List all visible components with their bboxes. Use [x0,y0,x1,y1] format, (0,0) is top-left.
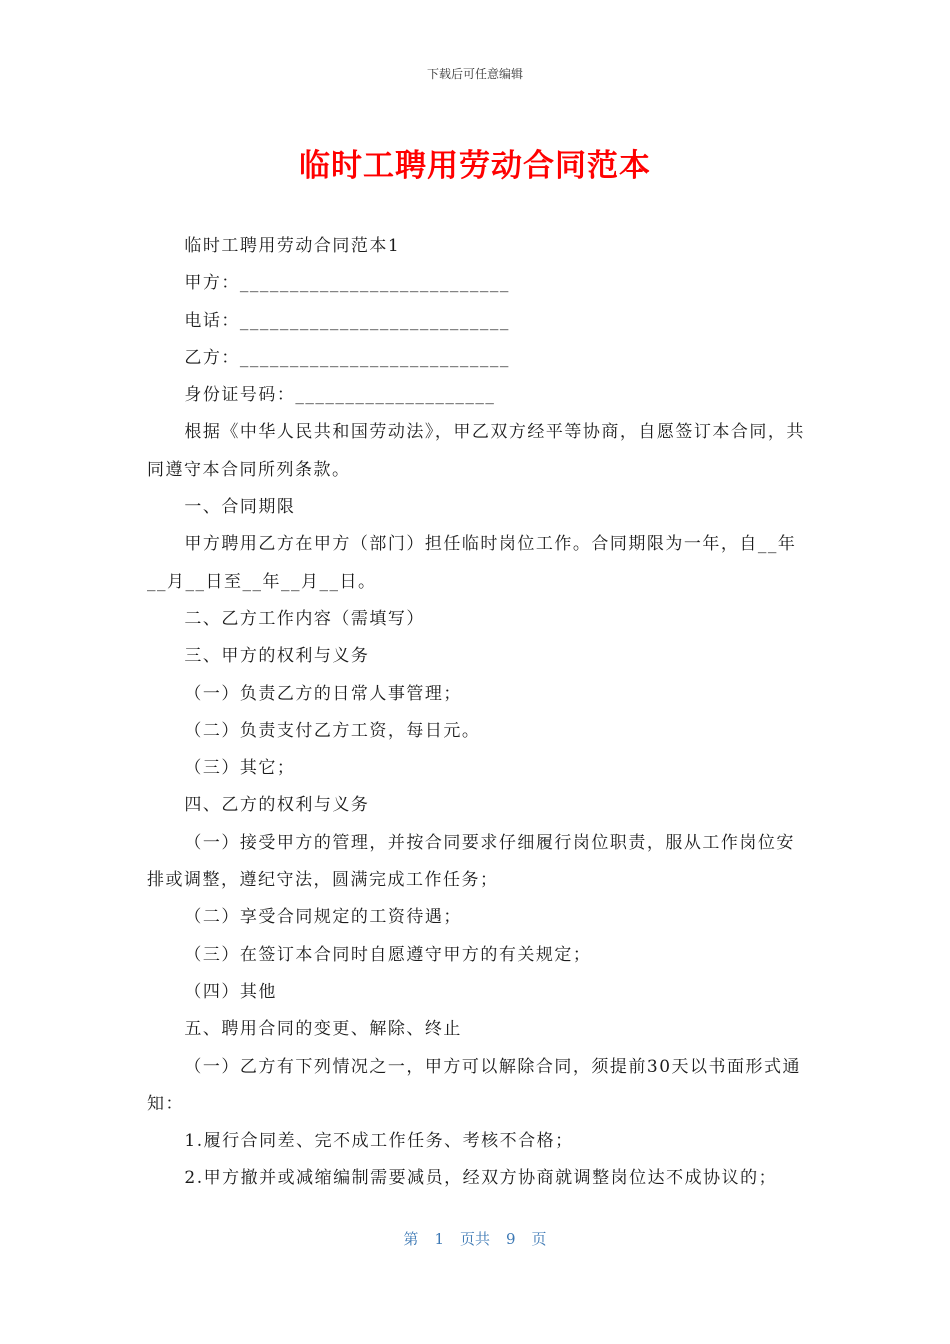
footer-total-label: 页共 [459,1230,490,1248]
list-item: （三）其它； [184,758,296,779]
section-heading-work-content: 二、乙方工作内容（需填写） [184,608,425,629]
list-item: （一）接受甲方的管理，并按合同要求仔细履行岗位职责，服从工作岗位安排或调整，遵纪守法，圆满完成工作任务； [147,832,795,891]
paragraph-term: 甲方聘用乙方在甲方（部门）担任临时岗位工作。合同期限为一年，自__年__月__日至__年__月__日。 [147,534,797,592]
list-item: （一）负责乙方的日常人事管理； [184,683,462,704]
list-item: 2.甲方撤并或减缩编制需要减员，经双方协商就调整岗位达不成协议的； [184,1168,778,1189]
paragraph-subtitle: 临时工聘用劳动合同范本1 [184,236,401,256]
field-phone: 电话：___________________________ [184,310,510,331]
field-id-number: 身份证号码：____________________ [184,385,496,406]
section-heading-party-b-rights: 四、乙方的权利与义务 [184,795,370,816]
footer-page-number: 1 [434,1230,444,1248]
section-heading-party-a-rights: 三、甲方的权利与义务 [184,646,370,667]
field-party-a: 甲方：___________________________ [184,273,510,294]
page-footer [0,1228,950,1250]
section-heading-termination: 五、聘用合同的变更、解除、终止 [184,1019,462,1040]
footer-total-number: 9 [506,1230,516,1248]
footer-page-suffix: 页 [531,1230,547,1248]
field-party-b: 乙方：___________________________ [184,347,510,368]
list-item: 1.履行合同差、完不成工作任务、考核不合格； [184,1131,574,1152]
footer-page-label: 第 [403,1230,419,1248]
list-item: （一）乙方有下列情况之一，甲方可以解除合同，须提前30天以书面形式通知： [147,1056,802,1114]
document-body [147,228,807,1198]
list-item: （四）其他 [184,981,277,1002]
paragraph-preamble: 根据《中华人民共和国劳动法》，甲乙双方经平等协商，自愿签订本合同，共同遵守本合同所列条款。 [147,422,805,480]
document-title: 临时工聘用劳动合同范本 [299,148,651,184]
list-item: （二）负责支付乙方工资，每日元。 [184,720,481,741]
page-header-note: 下载后可任意编辑 [426,67,523,81]
list-item: （二）享受合同规定的工资待遇； [184,907,462,928]
list-item: （三）在签订本合同时自愿遵守甲方的有关规定； [184,944,592,965]
section-heading-term: 一、合同期限 [184,497,296,518]
